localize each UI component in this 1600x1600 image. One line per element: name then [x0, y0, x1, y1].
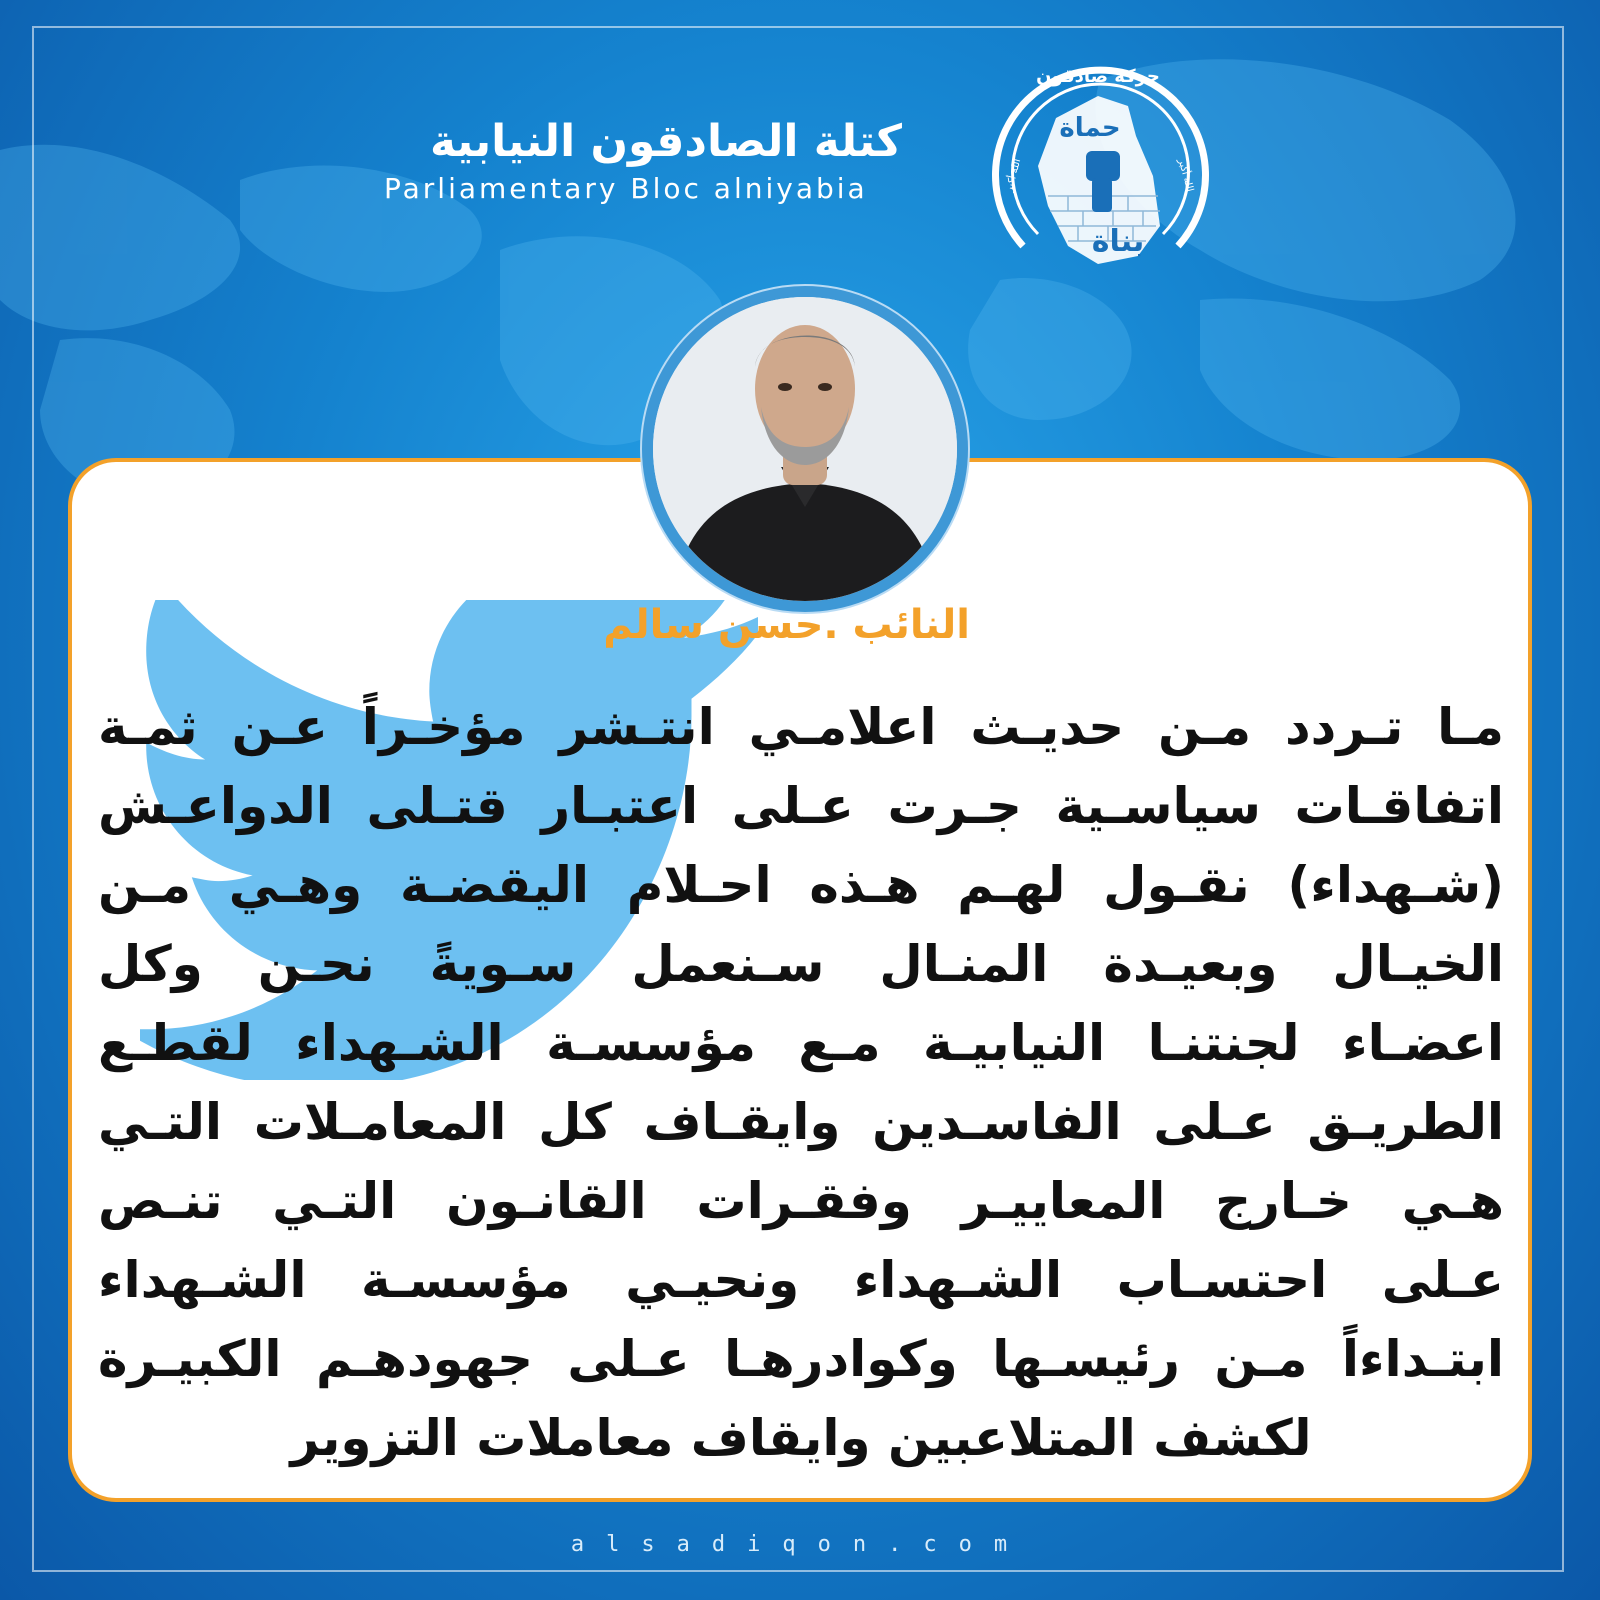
logo-word-bottom: بناة	[1091, 224, 1145, 259]
statement-line: الطريـق عـلى الفاسـدين وايقـاف كل المعامـلات التـي	[98, 1093, 1504, 1151]
bloc-subtitle: Parliamentary Bloc alniyabia	[384, 172, 868, 205]
bloc-title: كتلة الصادقون النيابية	[429, 116, 902, 167]
person-portrait-icon	[653, 297, 957, 601]
statement-line: ابتـداءاً مـن رئيسـها وكوادرهـا عـلى جهودهـم الكبيـرة	[98, 1330, 1504, 1388]
logo-top-text: حركة صادقون	[1036, 66, 1160, 87]
logo-side-right: الله أكبر	[1175, 157, 1196, 194]
statement-line: مـا تـردد مـن حديـث اعلامـي انتـشر مؤخـراً عـن ثمـة	[98, 698, 1504, 756]
statement-line: الخيـال وبعيـدة المنـال سـنعمل سـويةً نحـن وكل	[98, 935, 1504, 993]
statement-line: اعضـاء لجنتنـا النيابيـة مـع مؤسسـة الشـهداء لقطـع	[98, 1014, 1504, 1072]
website-link[interactable]: alsadiqon.com	[570, 1532, 1030, 1557]
logo-word-top: حماة	[1059, 113, 1121, 143]
statement-line: عـلى احتسـاب الشـهداء ونحيـي مؤسسـة الشـهداء	[98, 1251, 1504, 1309]
statement-line: (شـهداء) نقـول لهـم هـذه احـلام اليقضـة وهـي مـن	[98, 856, 1504, 914]
speaker-photo	[653, 297, 957, 601]
statement-line: لكشف المتلاعبين وايقاف معاملات التزوير	[290, 1409, 1312, 1467]
movement-logo	[978, 56, 1218, 276]
logo-side-left: الله أكبر	[1003, 157, 1024, 194]
statement-line: اتفاقـات سياسـية جـرت عـلى اعتبـار قتـلى الدواعـش	[98, 777, 1504, 835]
speaker-name: النائب .حسن سالم	[603, 602, 970, 648]
statement-line: هـي خـارج المعاييـر وفقـرات القانـون التـي تنـص	[98, 1172, 1504, 1230]
statement-text	[98, 688, 1504, 1478]
